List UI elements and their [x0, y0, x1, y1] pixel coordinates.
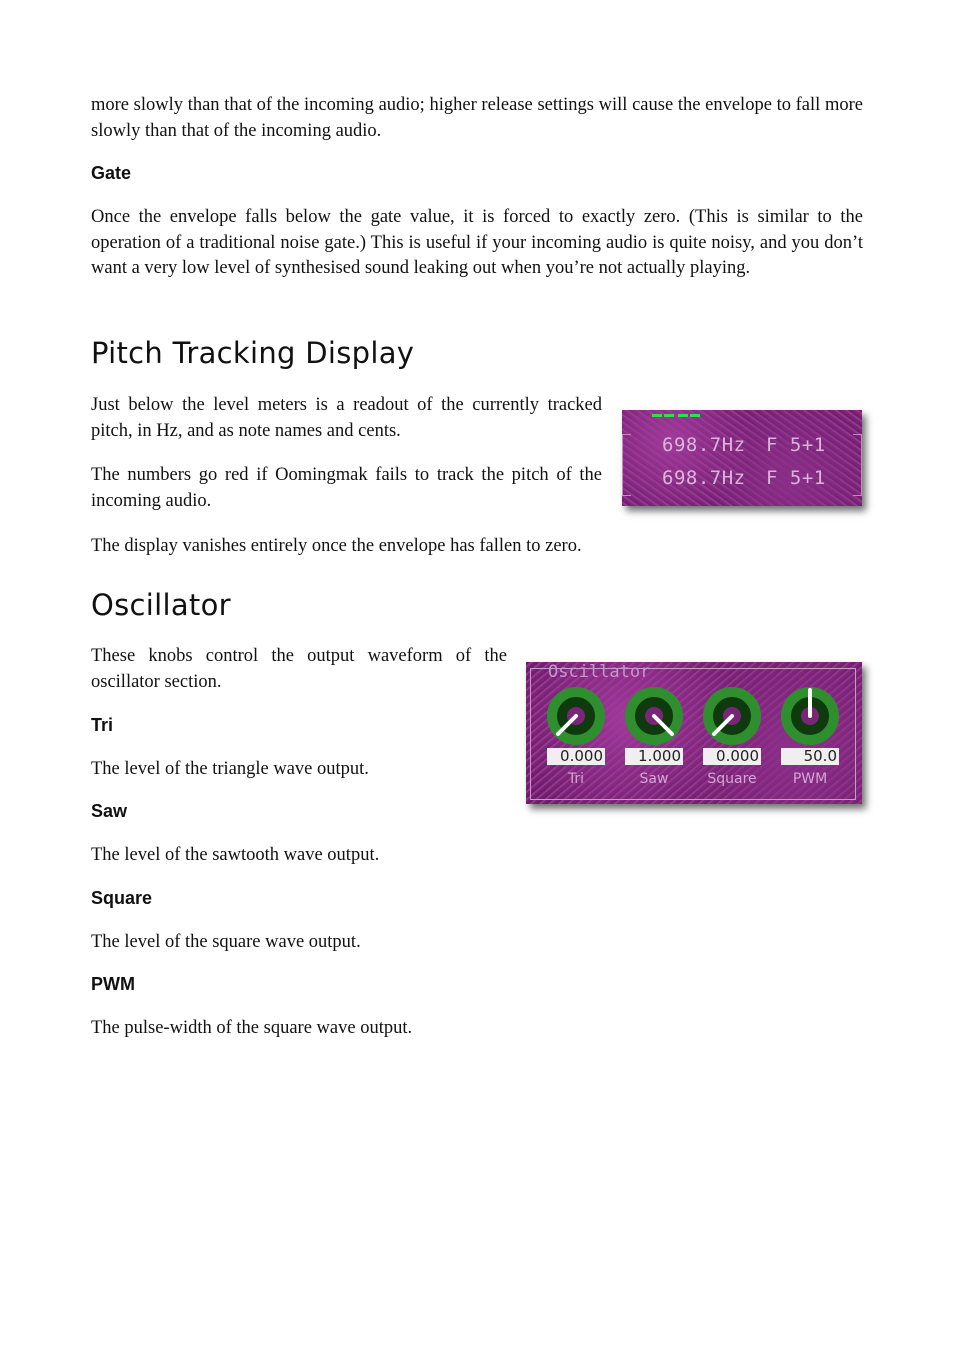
saw-value[interactable]: 1.000	[625, 748, 683, 765]
pwm-knob[interactable]	[780, 686, 840, 746]
pitch-readout-row	[662, 467, 826, 489]
level-meter-segment	[664, 414, 674, 417]
pitch-hz: 698.7Hz	[662, 434, 746, 456]
square-heading: Square	[91, 888, 153, 908]
saw-label: Saw	[639, 771, 669, 787]
square-paragraph: The level of the square wave output.	[91, 932, 361, 952]
level-meter-segment	[652, 414, 662, 417]
pitch-section-title: Pitch Tracking Display	[91, 336, 415, 370]
oscillator-panel-title: Oscillator	[548, 662, 651, 682]
level-meter-segment	[678, 414, 688, 417]
tri-knob[interactable]	[546, 686, 606, 746]
gate-paragraph: Once the envelope falls below the gate value, it is forced to exactly zero. (This is similar to the operation of a traditional noise gate.) This is useful if your incoming audio is quite noisy, and you don’t want a very low level of synthesised sound leaking out when you’re not actually playing.	[91, 207, 863, 278]
tri-value[interactable]: 0.000	[547, 748, 605, 765]
square-knob[interactable]	[702, 686, 762, 746]
pwm-label: PWM	[792, 771, 828, 787]
panel-frame-left	[622, 434, 631, 496]
tri-paragraph: The level of the triangle wave output.	[91, 759, 369, 779]
saw-knob[interactable]	[624, 686, 684, 746]
square-value[interactable]: 0.000	[703, 748, 761, 765]
pitch-display-image	[622, 410, 862, 506]
pitch-paragraph-3: The display vanishes entirely once the envelope has fallen to zero.	[91, 536, 582, 556]
saw-heading: Saw	[91, 801, 128, 821]
tri-heading: Tri	[91, 715, 114, 735]
oscillator-panel-image	[526, 662, 862, 804]
intro-paragraph: more slowly than that of the incoming audio; higher release settings will cause the envelope to fall more slowly than that of the incoming audio.	[91, 95, 863, 141]
pitch-paragraph-2: The numbers go red if Oomingmak fails to track the pitch of the incoming audio.	[91, 465, 602, 511]
pitch-paragraph-1: Just below the level meters is a readout of the currently tracked pitch, in Hz, and as note names and cents.	[91, 395, 602, 441]
pitch-hz: 698.7Hz	[662, 467, 746, 489]
pwm-paragraph: The pulse-width of the square wave output.	[91, 1018, 413, 1038]
oscillator-paragraph: These knobs control the output waveform of the oscillator section.	[91, 646, 507, 692]
oscillator-section-title: Oscillator	[91, 588, 231, 622]
panel-frame-right	[853, 434, 862, 496]
pwm-heading: PWM	[91, 974, 135, 994]
square-label: Square	[707, 771, 757, 787]
pitch-note: F 5+1	[766, 467, 826, 489]
pitch-note: F 5+1	[766, 434, 826, 456]
level-meter-segment	[690, 414, 700, 417]
saw-paragraph: The level of the sawtooth wave output.	[91, 845, 380, 865]
gate-heading: Gate	[91, 163, 132, 183]
tri-label: Tri	[567, 771, 585, 787]
pitch-readout-row	[662, 434, 826, 456]
pwm-value[interactable]: 50.0	[781, 748, 839, 765]
